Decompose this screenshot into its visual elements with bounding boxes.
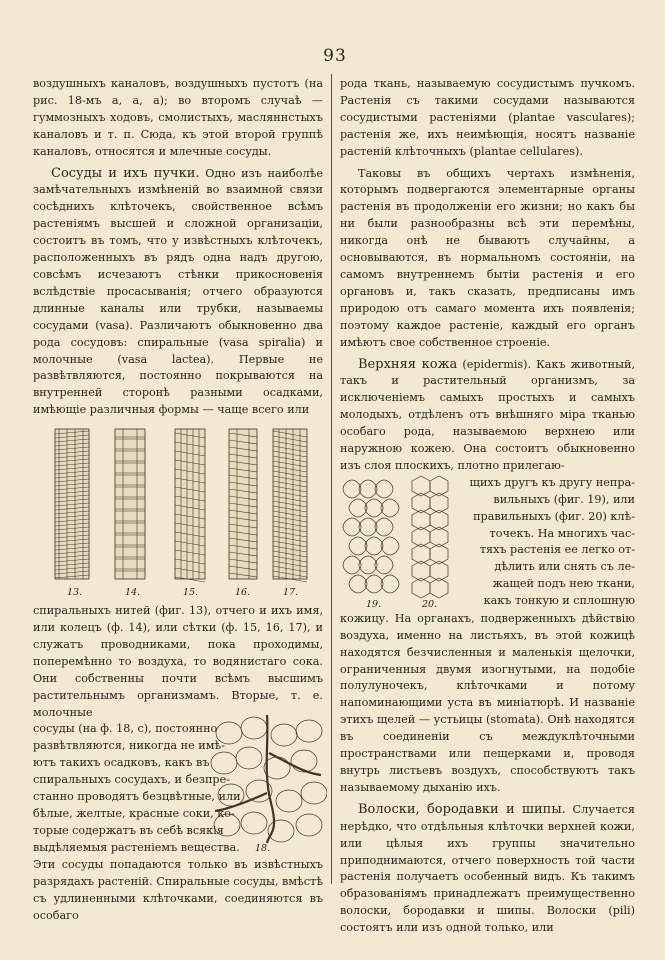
figure-label-18: 18. — [255, 843, 271, 854]
section-heading-epidermis: Верхняя кожа — [358, 356, 458, 372]
fig19-20-wrap — [340, 475, 635, 611]
left-narrow-paragraph: сосуды (на ф. 18, с), постоянно развѣтвляются, никогда не имѣ- ютъ такихъ осадковъ, какъ въ спиральныхъ сосудахъ, и безпре- станно проводятъ безцвѣтные, или бѣлые, желтые, красные соки, ко- торые содержатъ въ себѣ всякія выдѣляемыя растеніемъ вещества. — [33, 722, 241, 854]
figure-label-14: 14. — [125, 587, 141, 599]
right-paragraph-5: Волоски, бородавки и шипы. Случается нерѣдко, что отдѣльныя клѣточки верхней кожи, или цѣлыя ихъ группы значительно приподнимаются, отчего поверхность той части растенія получаетъ особенный видъ. Къ такимъ образованіямъ принадлежатъ преимущественно волоски, бородавки и шипы. Волоски (pili) состоятъ или изъ одной только, или — [340, 801, 635, 935]
figure-label-19: 19. — [366, 598, 382, 610]
fig18-wrap — [33, 721, 323, 857]
left-paragraph-2: Сосуды и ихъ пучки. Одно изъ наиболѣе замѣчательныхъ измѣненій во взаимной связи сосѣднихъ клѣточекъ, свойственное всѣмъ растеніямъ высшей и сложной организаціи, состоитъ въ томъ, что у извѣстныхъ клѣточекъ, расположенныхъ въ рядъ одна надъ другою, совсѣмъ исчезаютъ стѣнки прикосновенія вслѣдствіе просасыванія; отчего образуются длинные каналы или трубки, называемы сосудами (vasa). Различаютъ обыкновенно два рода сосудовъ: спиральные (vasa spiralia) и молочные (vasa lactea). Первые не развѣтвляются, постоянно покрываются на внутренней сторонѣ разными осадками, имѣющіе различныя формы — чаще всего или — [33, 165, 323, 417]
column-divider — [331, 74, 332, 884]
left-paragraph-5: Эти сосуды попадаются только въ извѣстныхъ разрядахъ растеній. Спиральные сосуды, вмѣстѣ съ удлиненными клѣточками, соединяются въ особаго — [33, 858, 323, 923]
figure-label-20: 20. — [422, 598, 438, 610]
right-column — [340, 76, 635, 937]
left-paragraph-1: воздушныхъ каналовъ, воздушныхъ пустотъ (на рис. 18-мъ а, а, а); во второмъ случаѣ — гуммозныхъ ходовъ, смолистыхъ, масляннстыхъ каналовъ и т. п. Сюда, къ этой второй группѣ каналовъ, относятся и млечные сосуды. — [33, 77, 323, 158]
figure-label-15: 15. — [183, 587, 199, 599]
figures-13-17 — [33, 423, 323, 601]
figure-label-17: 17. — [283, 587, 299, 599]
section-heading-vessels: Сосуды и ихъ пучки. — [51, 165, 200, 181]
right-paragraph-1: рода ткань, называемую сосудистымъ пучкомъ. Растенія съ такими сосудами называются сосудистыми растеніями (plantae vasculares); растенія же, ихъ неимѣющія, носятъ названіе растеній клѣточныхъ (plantae cellulares). — [340, 77, 635, 158]
page-number: 93 — [323, 46, 347, 66]
right-paragraph-4: кожицу. На органахъ, подверженныхъ дѣйствію воздуха, именно на листьяхъ, въ этой кожицѣ находятся безчисленныя и маленькія щелочки, ограниченныя двумя изогнутыми, на подобіе полулуночекъ, клѣточками и потому напоминающими уста въ миніатюрѣ. И названіе этихъ щелей — устьицы (stomata). Онѣ находятся въ соединеніи съ междуклѣточными пространствами или пещерками и, проводя внутрь листьевъ воздухъ, способствуютъ такъ называемому дыханію ихъ. — [340, 611, 635, 794]
right-paragraph-2: Таковы въ общихъ чертахъ измѣненія, которымъ подвергаются элементарные органы растенія въ продолженіи его жизни; но какъ бы ни были разнообразны всѣ эти перемѣны, никогда онѣ не бываютъ случайны, а основываются, въ нормальномъ состояніи, на самомъ внутреннемъ бытіи растенія и его органовъ и, такъ сказать, предписаны имъ природою отъ самаго момента ихъ появленія; поэтому каждое растеніе, каждый его органъ имѣютъ свое собственное строеніе. — [340, 166, 635, 349]
figure-14-ring-vessel — [115, 429, 145, 579]
left-column — [33, 76, 323, 925]
figures-19-20-epidermis — [340, 473, 460, 611]
right-narrow-paragraph: щихъ другъ къ другу непра- вильныхъ (фиг. 19), или правильныхъ (фиг. 20) клѣ- точекъ. На многихъ час- тяхъ растенія ее легко от- дѣлить или снять съ ле- жащей подъ нею ткани, какъ тонкую и сплошную — [469, 475, 635, 608]
figure-18-milk-vessels — [209, 713, 327, 853]
right-paragraph-3: Верхняя кожа (epidermis). Какъ животный, такъ и растительный организмъ, за исключеніемъ самыхъ простыхъ и самыхъ молодыхъ, отдѣленъ отъ внѣшняго міра тканью особаго рода, называемою верхнею или наружною кожею. Она состоитъ обыкновенно изъ слоя плоскихъ, плотно прилегаю- — [340, 356, 635, 472]
figure-16-net-vessel — [229, 429, 257, 579]
section-heading-hairs: Волоски, бородавки и шипы. — [358, 801, 566, 817]
left-paragraph-3: спиральныхъ нитей (фиг. 13), отчего и ихъ имя, или колецъ (ф. 14), или сѣтки (ф. 15, 16, 17), и служатъ проводниками, пока проходимы, поперемѣнно то воздуха, то водянистаго сока. Они собственны почти всѣмъ высшимъ растительнымъ организмамъ. Вторые, т. е. молочные — [33, 604, 323, 719]
figure-label-16: 16. — [235, 587, 251, 599]
figure-label-13: 13. — [67, 587, 83, 599]
